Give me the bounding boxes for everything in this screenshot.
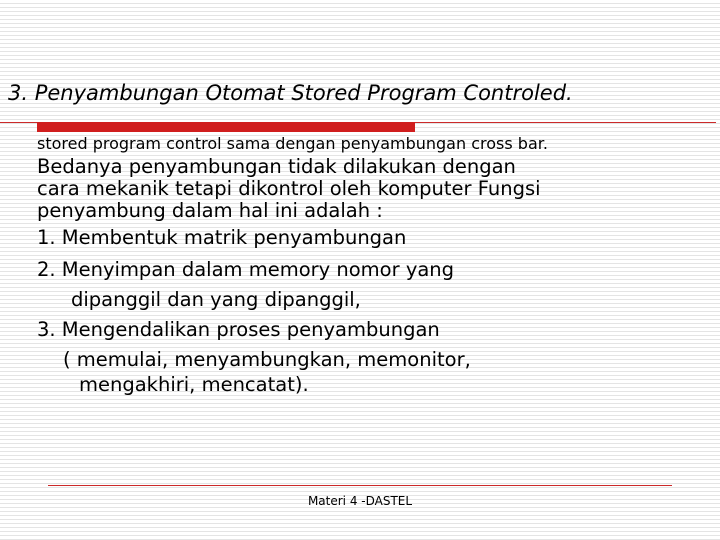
list-item-2-continued: dipanggil dan yang dipanggil,: [71, 288, 361, 311]
description-paragraph: [37, 156, 717, 222]
list-item-3-continued: mengakhiri, mencatat).: [79, 373, 309, 396]
slide-footer: Materi 4 -DASTEL: [307, 494, 413, 508]
paragraph-line: Bedanya penyambungan tidak dilakukan dengan: [37, 155, 516, 178]
list-item-3-continued: ( memulai, menyambungkan, memonitor,: [63, 348, 471, 371]
footer-divider-line: [48, 485, 672, 486]
list-item-3: 3. Mengendalikan proses penyambungan: [37, 318, 440, 341]
list-item-1: 1. Membentuk matrik penyambungan: [37, 226, 407, 249]
list-item-2: 2. Menyimpan dalam memory nomor yang: [37, 258, 455, 281]
title-accent-bar: [37, 122, 415, 132]
paragraph-line: cara mekanik tetapi dikontrol oleh komputer Fungsi: [37, 177, 541, 200]
intro-text: stored program control sama dengan penyambungan cross bar.: [37, 134, 548, 153]
paragraph-line: penyambung dalam hal ini adalah :: [37, 199, 383, 222]
slide-body: [37, 132, 717, 396]
slide-title: 3. Penyambungan Otomat Stored Program Controled.: [8, 81, 573, 105]
function-list: [37, 222, 717, 396]
